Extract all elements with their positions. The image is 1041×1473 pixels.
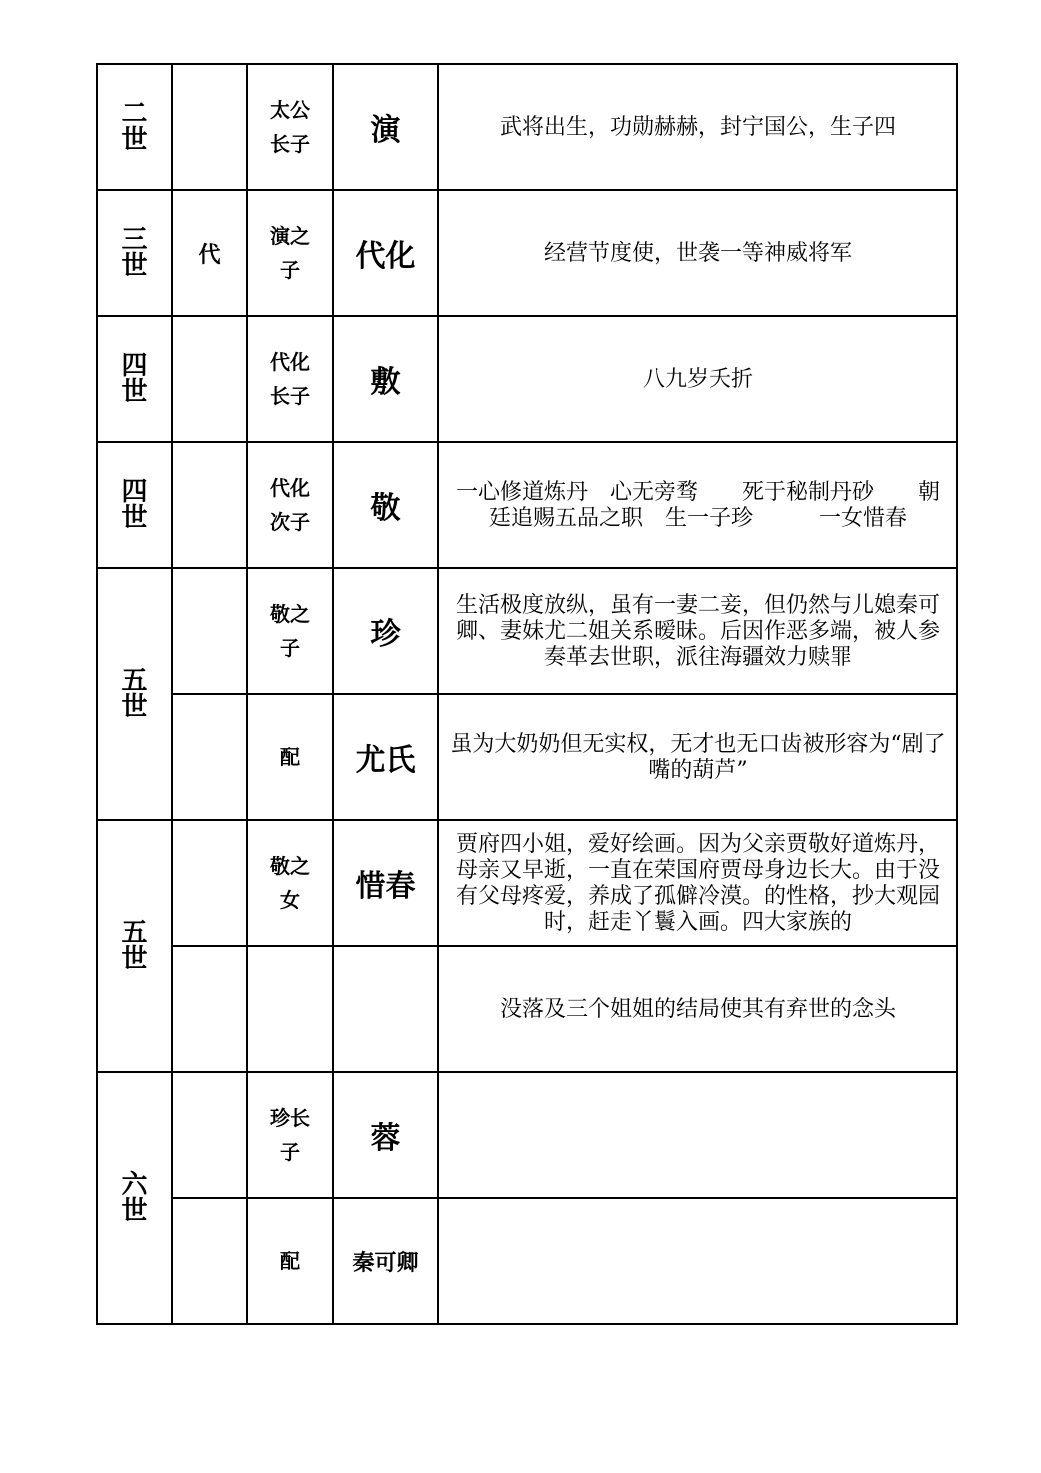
char-cell xyxy=(172,1072,247,1198)
char-cell xyxy=(172,190,247,316)
name-cell: 珍 xyxy=(333,568,438,694)
relation-cell: 敬之女 xyxy=(247,820,333,946)
generation-cell xyxy=(97,190,172,316)
table-row xyxy=(97,190,957,316)
description-cell: 生活极度放纵，虽有一妻二妾，但仍然与儿媳秦可卿、妻妹尤二姐关系暧昧。后因作恶多端，被人参奏革去世职，派往海疆效力赎罪 xyxy=(438,568,957,694)
generation-cell xyxy=(97,64,172,190)
generation-cell xyxy=(97,442,172,568)
char-cell xyxy=(172,820,247,946)
generation-label: 四世 xyxy=(121,477,148,533)
relation-cell: 代化次子 xyxy=(247,442,333,568)
table-row xyxy=(97,1198,957,1324)
description-cell: 武将出生，功勋赫赫，封宁国公，生子四 xyxy=(438,64,957,190)
relation-cell: 配 xyxy=(247,694,333,820)
table-row xyxy=(97,946,957,1072)
table-row xyxy=(97,820,957,946)
table-row xyxy=(97,64,957,190)
genealogy-table xyxy=(96,63,958,1325)
name-cell: 秦可卿 xyxy=(333,1198,438,1324)
description-cell xyxy=(438,1198,957,1324)
relation-cell: 演之子 xyxy=(247,190,333,316)
name-cell: 惜春 xyxy=(333,820,438,946)
relation-cell xyxy=(247,946,333,1072)
relation-cell: 珍长子 xyxy=(247,1072,333,1198)
generation-cell xyxy=(97,316,172,442)
name-cell: 敷 xyxy=(333,316,438,442)
char-cell xyxy=(172,316,247,442)
name-cell: 尤氏 xyxy=(333,694,438,820)
char-cell xyxy=(172,64,247,190)
name-cell: 演 xyxy=(333,64,438,190)
relation-cell: 代化长子 xyxy=(247,316,333,442)
generation-cell xyxy=(97,568,172,820)
generation-label: 四世 xyxy=(121,351,148,407)
relation-cell: 太公长子 xyxy=(247,64,333,190)
table-row xyxy=(97,316,957,442)
char-cell xyxy=(172,946,247,1072)
char-cell xyxy=(172,694,247,820)
description-cell: 八九岁夭折 xyxy=(438,316,957,442)
generation-label: 五世 xyxy=(121,666,148,722)
description-cell: 贾府四小姐，爱好绘画。因为父亲贾敬好道炼丹，母亲又早逝，一直在荣国府贾母身边长大。由于没有父母疼爱，养成了孤僻冷漠。的性格，抄大观园时，赶走丫鬟入画。四大家族的 xyxy=(438,820,957,946)
char-cell xyxy=(172,442,247,568)
generation-label: 五世 xyxy=(121,918,148,974)
name-cell: 蓉 xyxy=(333,1072,438,1198)
generation-label: 三世 xyxy=(121,225,148,281)
generation-cell xyxy=(97,1072,172,1324)
name-cell xyxy=(333,946,438,1072)
description-cell: 一心修道炼丹 心无旁骛 死于秘制丹砂 朝廷追赐五品之职 生一子珍 一女惜春 xyxy=(438,442,957,568)
char-cell xyxy=(172,568,247,694)
table-row xyxy=(97,568,957,694)
generation-label: 六世 xyxy=(121,1170,148,1226)
generation-label: 二世 xyxy=(121,99,148,155)
description-cell: 没落及三个姐姐的结局使其有弃世的念头 xyxy=(438,946,957,1072)
generation-cell xyxy=(97,820,172,1072)
name-cell: 代化 xyxy=(333,190,438,316)
table-row xyxy=(97,1072,957,1198)
description-cell xyxy=(438,1072,957,1198)
relation-cell: 配 xyxy=(247,1198,333,1324)
relation-cell: 敬之子 xyxy=(247,568,333,694)
description-cell: 虽为大奶奶但无实权，无才也无口齿被形容为“剧了嘴的葫芦” xyxy=(438,694,957,820)
table-row xyxy=(97,694,957,820)
name-cell: 敬 xyxy=(333,442,438,568)
char-cell xyxy=(172,1198,247,1324)
generation-character: 代 xyxy=(198,241,221,268)
table-row xyxy=(97,442,957,568)
description-cell: 经营节度使，世袭一等神威将军 xyxy=(438,190,957,316)
